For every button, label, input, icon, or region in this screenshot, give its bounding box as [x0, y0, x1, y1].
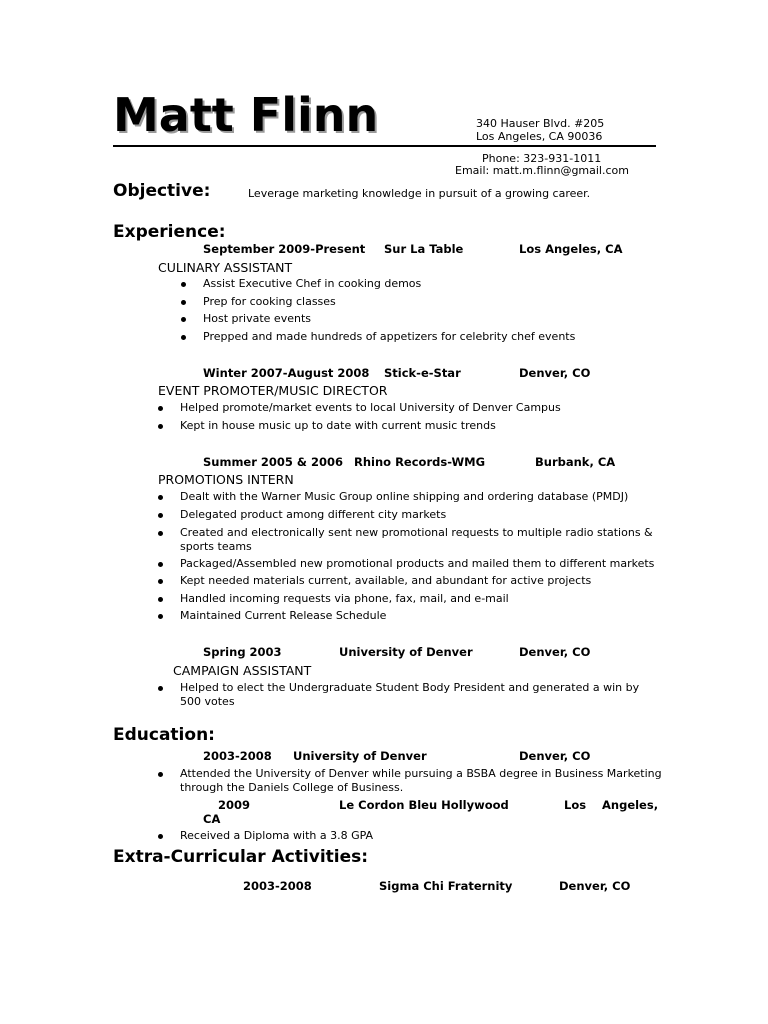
bullet-dot: [158, 424, 163, 429]
education-heading: Education:: [113, 725, 215, 745]
job-bullet: Packaged/Assembled new promotional products and mailed them to different markets: [180, 557, 655, 570]
job-dates: Winter 2007-August 2008: [203, 366, 370, 380]
job-dates: September 2009-Present: [203, 242, 366, 256]
job-bullet-continuation: sports teams: [180, 540, 252, 553]
email: Email: matt.m.flinn@gmail.com: [455, 164, 629, 177]
job-bullet: Prepped and made hundreds of appetizers for celebrity chef events: [203, 330, 576, 343]
experience-heading: Experience:: [113, 222, 226, 242]
education-location-part: Angeles,: [602, 798, 659, 812]
job-bullet: Delegated product among different city markets: [180, 508, 447, 521]
job-title: PROMOTIONS INTERN: [158, 472, 294, 487]
job-company: Rhino Records-WMG: [354, 455, 486, 469]
activity-location: Denver, CO: [559, 879, 631, 893]
job-bullet: Created and electronically sent new promotional requests to multiple radio stations &: [180, 526, 653, 539]
education-school: Le Cordon Bleu Hollywood: [339, 798, 509, 812]
education-school: University of Denver: [293, 749, 427, 763]
bullet-dot: [158, 531, 163, 536]
bullet-dot: [158, 614, 163, 619]
education-bullet-continuation: through the Daniels College of Business.: [180, 781, 404, 794]
job-bullet-continuation: 500 votes: [180, 695, 235, 708]
job-dates: Spring 2003: [203, 645, 282, 659]
job-bullet: Handled incoming requests via phone, fax, mail, and e-mail: [180, 592, 509, 605]
extracurricular-heading: Extra-Curricular Activities:: [113, 847, 369, 867]
bullet-dot: [158, 597, 163, 602]
bullet-dot: [181, 282, 186, 287]
education-location-part: Los: [564, 798, 587, 812]
job-bullet: Helped to elect the Undergraduate Student Body President and generated a win by: [180, 681, 640, 694]
activity-dates: 2003-2008: [243, 879, 312, 893]
job-location: Denver, CO: [519, 366, 591, 380]
job-bullet: Prep for cooking classes: [203, 295, 336, 308]
job-bullet: Dealt with the Warner Music Group online shipping and ordering database (PMDJ): [180, 490, 629, 503]
job-bullet: Assist Executive Chef in cooking demos: [203, 277, 422, 290]
bullet-dot: [158, 686, 163, 691]
bullet-dot: [158, 406, 163, 411]
job-company: Stick-e-Star: [384, 366, 461, 380]
objective-heading: Objective:: [113, 181, 211, 201]
bullet-dot: [181, 335, 186, 340]
job-bullet: Kept needed materials current, available, and abundant for active projects: [180, 574, 592, 587]
bullet-dot: [158, 772, 163, 777]
address-line-1: 340 Hauser Blvd. #205: [476, 117, 605, 130]
bullet-dot: [181, 317, 186, 322]
job-title: EVENT PROMOTER/MUSIC DIRECTOR: [158, 383, 388, 398]
job-dates: Summer 2005 & 2006: [203, 455, 343, 469]
bullet-dot: [158, 562, 163, 567]
bullet-dot: [158, 513, 163, 518]
education-dates: 2003-2008: [203, 749, 272, 763]
bullet-dot: [158, 579, 163, 584]
job-bullet: Helped promote/market events to local University of Denver Campus: [180, 401, 561, 414]
job-location: Burbank, CA: [535, 455, 616, 469]
education-bullet: Received a Diploma with a 3.8 GPA: [180, 829, 374, 842]
objective-text: Leverage marketing knowledge in pursuit of a growing career.: [248, 187, 591, 200]
address-line-2: Los Angeles, CA 90036: [476, 130, 603, 143]
job-title: CULINARY ASSISTANT: [158, 260, 293, 275]
activity-org: Sigma Chi Fraternity: [379, 879, 513, 893]
job-location: Los Angeles, CA: [519, 242, 623, 256]
job-location: Denver, CO: [519, 645, 591, 659]
job-bullet: Kept in house music up to date with current music trends: [180, 419, 496, 432]
job-bullet: Maintained Current Release Schedule: [180, 609, 387, 622]
bullet-dot: [158, 495, 163, 500]
job-bullet: Host private events: [203, 312, 311, 325]
education-location: Denver, CO: [519, 749, 591, 763]
education-location-part: CA: [203, 812, 221, 826]
job-company: University of Denver: [339, 645, 473, 659]
bullet-dot: [181, 300, 186, 305]
education-dates: 2009: [218, 798, 251, 812]
resume-name: Matt Flinn: [113, 88, 379, 142]
header-divider: [113, 145, 656, 147]
education-bullet: Attended the University of Denver while pursuing a BSBA degree in Business Marketing: [180, 767, 662, 780]
job-company: Sur La Table: [384, 242, 464, 256]
bullet-dot: [158, 834, 163, 839]
job-title: CAMPAIGN ASSISTANT: [173, 663, 312, 678]
phone: Phone: 323-931-1011: [482, 152, 602, 165]
